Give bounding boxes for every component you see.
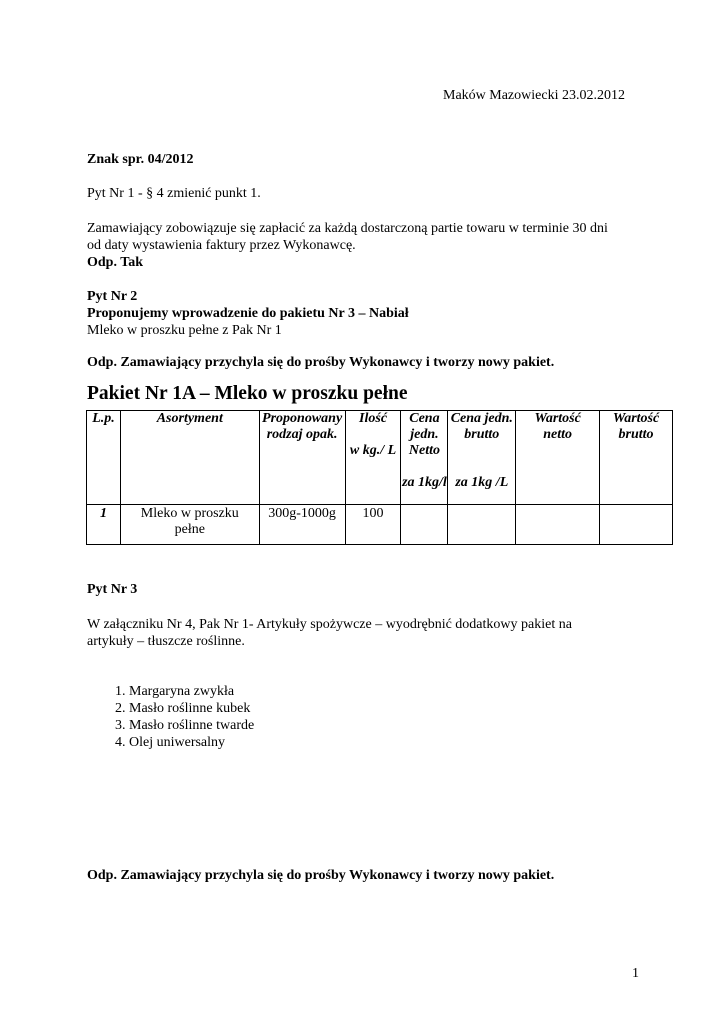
cell-wartosc-brutto [600,505,673,545]
cell-wartosc-netto [516,505,600,545]
list-item: 3. Masło roślinne twarde [129,717,254,734]
question-1: Pyt Nr 1 - § 4 zmienić punkt 1. [87,186,261,201]
question-2-detail: Mleko w proszku pełne z Pak Nr 1 [87,323,282,338]
header-asortyment: Asortyment [120,411,259,505]
list-item: 4. Olej uniwersalny [129,734,254,751]
question-3-text-line: W załączniku Nr 4, Pak Nr 1- Artykuły spożywcze – wyodrębnić dodatkowy pakiet na [87,617,572,632]
list-item: 1. Margaryna zwykła [129,683,254,700]
cell-cena-brutto [448,505,516,545]
question-2 [87,288,647,339]
header-wartosc-netto: Wartość netto [516,411,600,505]
question-1-text-line: od daty wystawienia faktury przez Wykonawcę. [87,238,356,253]
table-row [87,505,673,545]
question-3-answer: Odp. Zamawiający przychyla się do prośby Wykonawcy i tworzy nowy pakiet. [87,868,555,883]
header-lp: L.p. [87,411,121,505]
table-header-row [87,411,673,505]
question-1-text-line: Zamawiający zobowiązuje się zapłacić za każdą dostarczoną partie towaru w terminie 30 dni [87,221,608,236]
cell-lp: 1 [87,505,121,545]
header-cena-netto: Cena jedn. Netto za 1kg/l [401,411,448,505]
cell-ilosc: 100 [345,505,401,545]
question-3-text [87,616,647,650]
header-wartosc-brutto: Wartość brutto [600,411,673,505]
header-ilosc: Ilość w kg./ L [345,411,401,505]
question-3-title: Pyt Nr 3 [87,582,138,597]
question-1-text [87,220,647,271]
question-2-answer: Odp. Zamawiający przychyla się do prośby Wykonawcy i tworzy nowy pakiet. [87,355,555,370]
page-number: 1 [632,966,639,981]
question-1-answer: Odp. Tak [87,255,144,270]
question-2-proposal: Proponujemy wprowadzenie do pakietu Nr 3 – Nabiał [87,306,409,321]
cell-asortyment: Mleko w proszku pełne [120,505,259,545]
question-2-title: Pyt Nr 2 [87,289,138,304]
list-item: 2. Masło roślinne kubek [129,700,254,717]
question-3-text-line: artykuły – tłuszcze roślinne. [87,634,245,649]
package-table [86,410,673,545]
reference-number: Znak spr. 04/2012 [87,152,194,167]
cell-rodzaj: 300g-1000g [259,505,345,545]
header-rodzaj: Proponowany rodzaj opak. [259,411,345,505]
cell-cena-netto [401,505,448,545]
package-title: Pakiet Nr 1A – Mleko w proszku pełne [87,383,408,404]
place-and-date: Maków Mazowiecki 23.02.2012 [443,88,625,103]
header-cena-brutto: Cena jedn. brutto za 1kg /L [448,411,516,505]
fats-list [87,683,254,751]
